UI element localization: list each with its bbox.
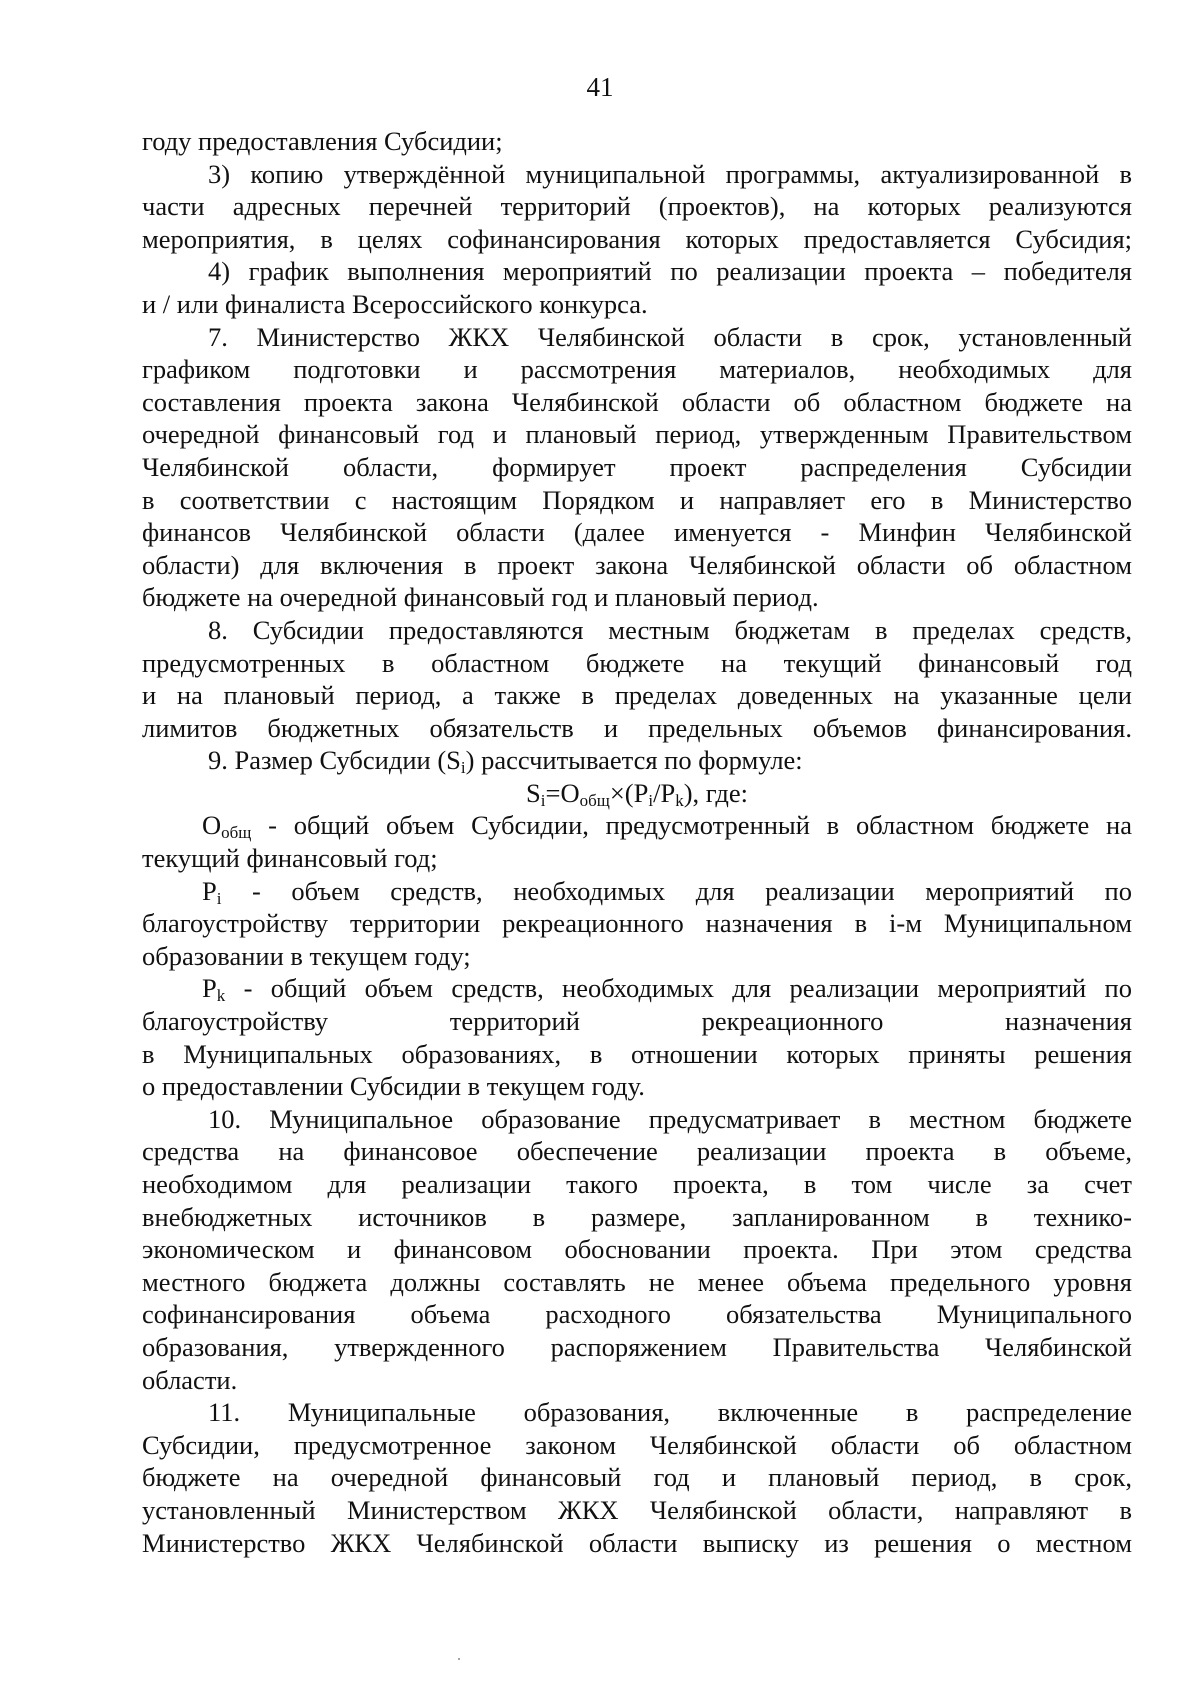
text-line: бюджете на очередной финансовый год и плановый период, в срок, [142,1462,1132,1493]
definition-pk-line4: о предоставлении Субсидии в текущем году. [142,1071,645,1102]
text-line: бюджете на очередной финансовый год и плановый период. [142,582,819,613]
formula-k-sub: k [675,790,684,810]
text-line: и на плановый период, а также в пределах доведенных на указанные цели [142,680,1132,711]
paragraph-block-2 [142,1103,1132,1559]
text-line: местного бюджета должны составлять не менее объема предельного уровня [142,1266,1132,1297]
scan-speck [458,1658,460,1660]
def-o-text1: - общий объем Субсидии, предусмотренный в областном бюджете на [251,810,1132,841]
text-line: образования, утвержденного распоряжением Правительства Челябинской [142,1331,1132,1362]
def-pk-symbol: P [202,973,217,1004]
text-line: софинансирования объема расходного обязательства Муниципального [142,1299,1132,1330]
text-run: 9. Размер Субсидии (S [208,745,461,776]
def-pk-sub: k [216,986,226,1006]
text-line: Министерство ЖКХ Челябинской области выписку из решения о местном [142,1527,1132,1558]
def-pk-text1: - общий объем средств, необходимых для реализации мероприятий по [225,973,1132,1004]
text-line: предусмотренных в областном бюджете на текущий финансовый год [142,647,1132,678]
formula-eq: =O [545,777,580,808]
text-line: мероприятия, в целях софинансирования которых предоставляется Субсидия; [142,223,1132,254]
text-line: Субсидии, предусмотренное законом Челябинской области об областном [142,1429,1132,1460]
formula-s-sub: i [540,790,546,810]
formula-p-sub: i [648,790,654,810]
text-line: области. [142,1364,238,1395]
formula-s: S [526,777,541,808]
text-line: составления проекта закона Челябинской области об областном бюджете на [142,386,1132,417]
text-line: внебюджетных источников в размере, запланированном в технико- [142,1201,1132,1232]
def-pi-symbol: P [202,875,217,906]
text-line: финансов Челябинской области (далее именуется - Минфин Челябинской [142,517,1132,548]
text-run: ) рассчитывается по формуле: [465,745,803,776]
definition-pi-line3: образовании в текущем году; [142,940,471,971]
text-line: 11. Муниципальные образования, включенные в распределение [208,1397,1132,1428]
definition-pk-line2: благоустройству территорий рекреационного назначения [142,1006,1132,1037]
text-line: очередной финансовый год и плановый период, утвержденным Правительством [142,419,1132,450]
text-line: части адресных перечней территорий (проектов), на которых реализуются [142,191,1132,222]
definition-pk-line1 [142,972,1132,1005]
text-line: в соответствии с настоящим Порядком и направляет его в Министерство [142,484,1132,515]
def-o-symbol: O [202,810,222,841]
text-line: области) для включения в проект закона Челябинской области об областном [142,549,1132,580]
definition-o-line2: текущий финансовый год; [142,843,438,874]
text-line: необходимом для реализации такого проекта, в том числе за счет [142,1169,1132,1199]
text-line: 8. Субсидии предоставляются местным бюджетам в пределах средств, [208,614,1132,645]
text-line: и / или финалиста Всероссийского конкурса. [142,288,648,319]
text-line: 10. Муниципальное образование предусматривает в местном бюджете [208,1103,1132,1134]
text-line: средства на финансовое обеспечение реализации проекта в объеме, [142,1136,1132,1167]
formula-tail: ), где: [683,777,748,808]
formula-times: ×(P [609,777,649,808]
text-line: 3) копию утверждённой муниципальной программы, актуализированной в [208,158,1132,189]
definition-pk-line3: в Муниципальных образованиях, в отношении которых приняты решения [142,1038,1132,1069]
text-line: 7. Министерство ЖКХ Челябинской области в срок, установленный [208,321,1132,352]
text-line: экономическом и финансовом обосновании проекта. При этом средства [142,1234,1132,1265]
text-line: лимитов бюджетных обязательств и предельных объемов финансирования. [142,712,1132,743]
text-line [142,744,1132,777]
formula-line [142,777,1132,810]
page-number: 41 [586,72,614,102]
def-o-sub: общ [221,823,252,843]
text-line: году предоставления Субсидии; [142,126,503,156]
text-line: Челябинской области, формирует проект распределения Субсидии [142,451,1132,482]
text-line: 4) график выполнения мероприятий по реализации проекта – победителя [208,256,1132,287]
formula-slash: /P [653,777,676,808]
text-line: установленный Министерством ЖКХ Челябинской области, направляют в [142,1494,1132,1525]
document-body [142,125,1132,1559]
formula-o-sub: общ [579,790,610,810]
paragraph-block-1 [142,125,1132,777]
definition-o-line1 [142,809,1132,842]
subscript: i [460,758,466,778]
definition-pi-line2: благоустройству территории рекреационного назначения в i-м Муниципальном [142,908,1132,939]
def-pi-text1: - объем средств, необходимых для реализации мероприятий по [221,875,1132,906]
text-line: графиком подготовки и рассмотрения материалов, необходимых для [142,354,1132,385]
definition-pi-line1 [142,875,1132,908]
def-pi-sub: i [216,888,222,908]
